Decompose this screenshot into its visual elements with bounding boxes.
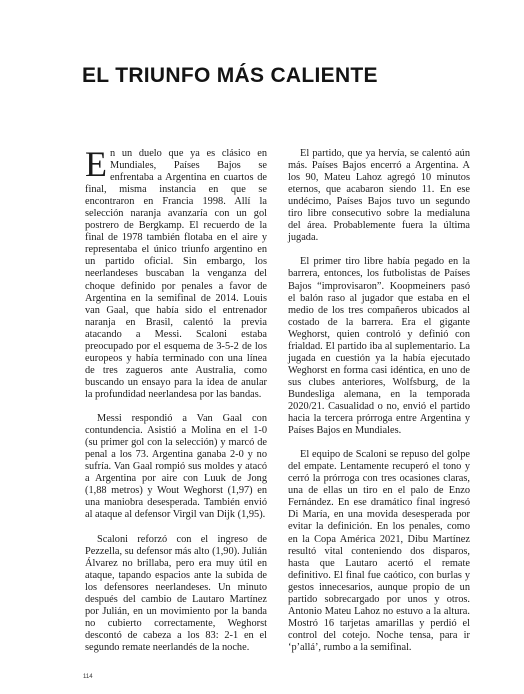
paragraph: El primer tiro libre había pegado en la barrera, entonces, los futbolistas de Países Bajos “improvisaron”. Koopmeiners pasó el balón raso al jugador que estaba en el medio de los tres compañeros ubicados al costado de la barrera. Era el gigante Weghorst, quien controló y definió con frialdad. El partido iba al suplementario. La jugada en cuestión ya la había ejecutado Weghorst en forma casi idéntica, en uno de sus clubes anteriores, Wolfsburg, de la Bundesliga alemana, en la temporada 2020/21. Casualidad o no, envió el partido hacia la tercera prórroga entre Argentina y Países Bajos en Mundiales. [288, 256, 470, 437]
chapter-title: EL TRIUNFO MÁS CALIENTE [82, 64, 378, 87]
page-number: 114 [83, 674, 93, 680]
paragraph: El equipo de Scaloni se repuso del golpe del empate. Lentamente recuperó el tono y cerró la prórroga con tres ocasiones claras, una de ellas un tiro en el palo de Enzo Fernández. En ese dramático final ingresó Di María, en una movida desesperada por evitar la definición. En los penales, como en la Copa América 2021, Dibu Martínez resultó vital conteniendo dos disparos, hasta que Lautaro acertó el remate definitivo. El final fue caótico, con burlas y gestos innecesarios, aunque propio de un partido sobrecargado por unos y otros. Antonio Mateu Lahoz no estuvo a la altura. Mostró 16 tarjetas amarillas y perdió el control del cotejo. Noche tensa, para ir ‘p’allá’, rumbo a la semifinal. [288, 449, 470, 653]
paragraph: El partido, que ya hervía, se calentó aún más. Países Bajos encerró a Argentina. A los 90, Mateu Lahoz agregó 10 minutos eternos, que acabaron siendo 11. En ese undécimo, Países Bajos tuvo un segundo tiro libre consecutivo sobre la medialuna del área. Probablemente fuera la última jugada. [288, 148, 470, 244]
paragraph-text: n un duelo que ya es clásico en Mundiales, Países Bajos se enfrentaba a Argentina en cuartos de final, misma instancia en que se encontraron en Francia 1998. Allí la selección naranja avanzaría con un gol postrero de Bergkamp. El recuerdo de la final de 1978 también flotaba en el aire y representaba el único triunfo argentino en un partido oficial. Sin embargo, los neerlandeses buscaban la venganza del choque definido por penales a favor de Argentina en la semifinal de 2014. Louis van Gaal, que había sido el entrenador naranja en Brasil, calentó la previa atacando a Messi. Scaloni estaba preocupado por el esquema de 3-5-2 de los europeos y había terminado con una línea de tres zagueros ante Australia, como buscando un ensayo para la idea de anular la profundidad neerlandesa por las bandas. [85, 148, 267, 400]
left-column [85, 144, 267, 666]
paragraph [85, 144, 267, 401]
drop-cap: E [85, 144, 107, 184]
right-column [288, 148, 470, 666]
paragraph: Scaloni reforzó con el ingreso de Pezzella, su defensor más alto (1,90). Julián Álvarez no brillaba, pero era muy útil en ataque, tapando espacios ante la subida de los defensores neerlandeses. Un minuto después del cambio de Lautaro Martínez por Julián, en un movimiento por la banda no cubierto correctamente, Weghorst descontó de cabeza a los 83: 2-1 en el segundo remate neerlandés de la noche. [85, 533, 267, 653]
paragraph: Messi respondió a Van Gaal con contundencia. Asistió a Molina en el 1-0 (su primer gol con la selección) y marcó de penal a los 73. Argentina ganaba 2-0 y no sufría. Van Gaal rompió sus moldes y atacó a Argentina por aire con Luuk de Jong (1,88 metros) y Wout Weghorst (1,97) en una maniobra desesperada. También envió al ataque al defensor Virgil van Dijk (1,95). [85, 413, 267, 521]
